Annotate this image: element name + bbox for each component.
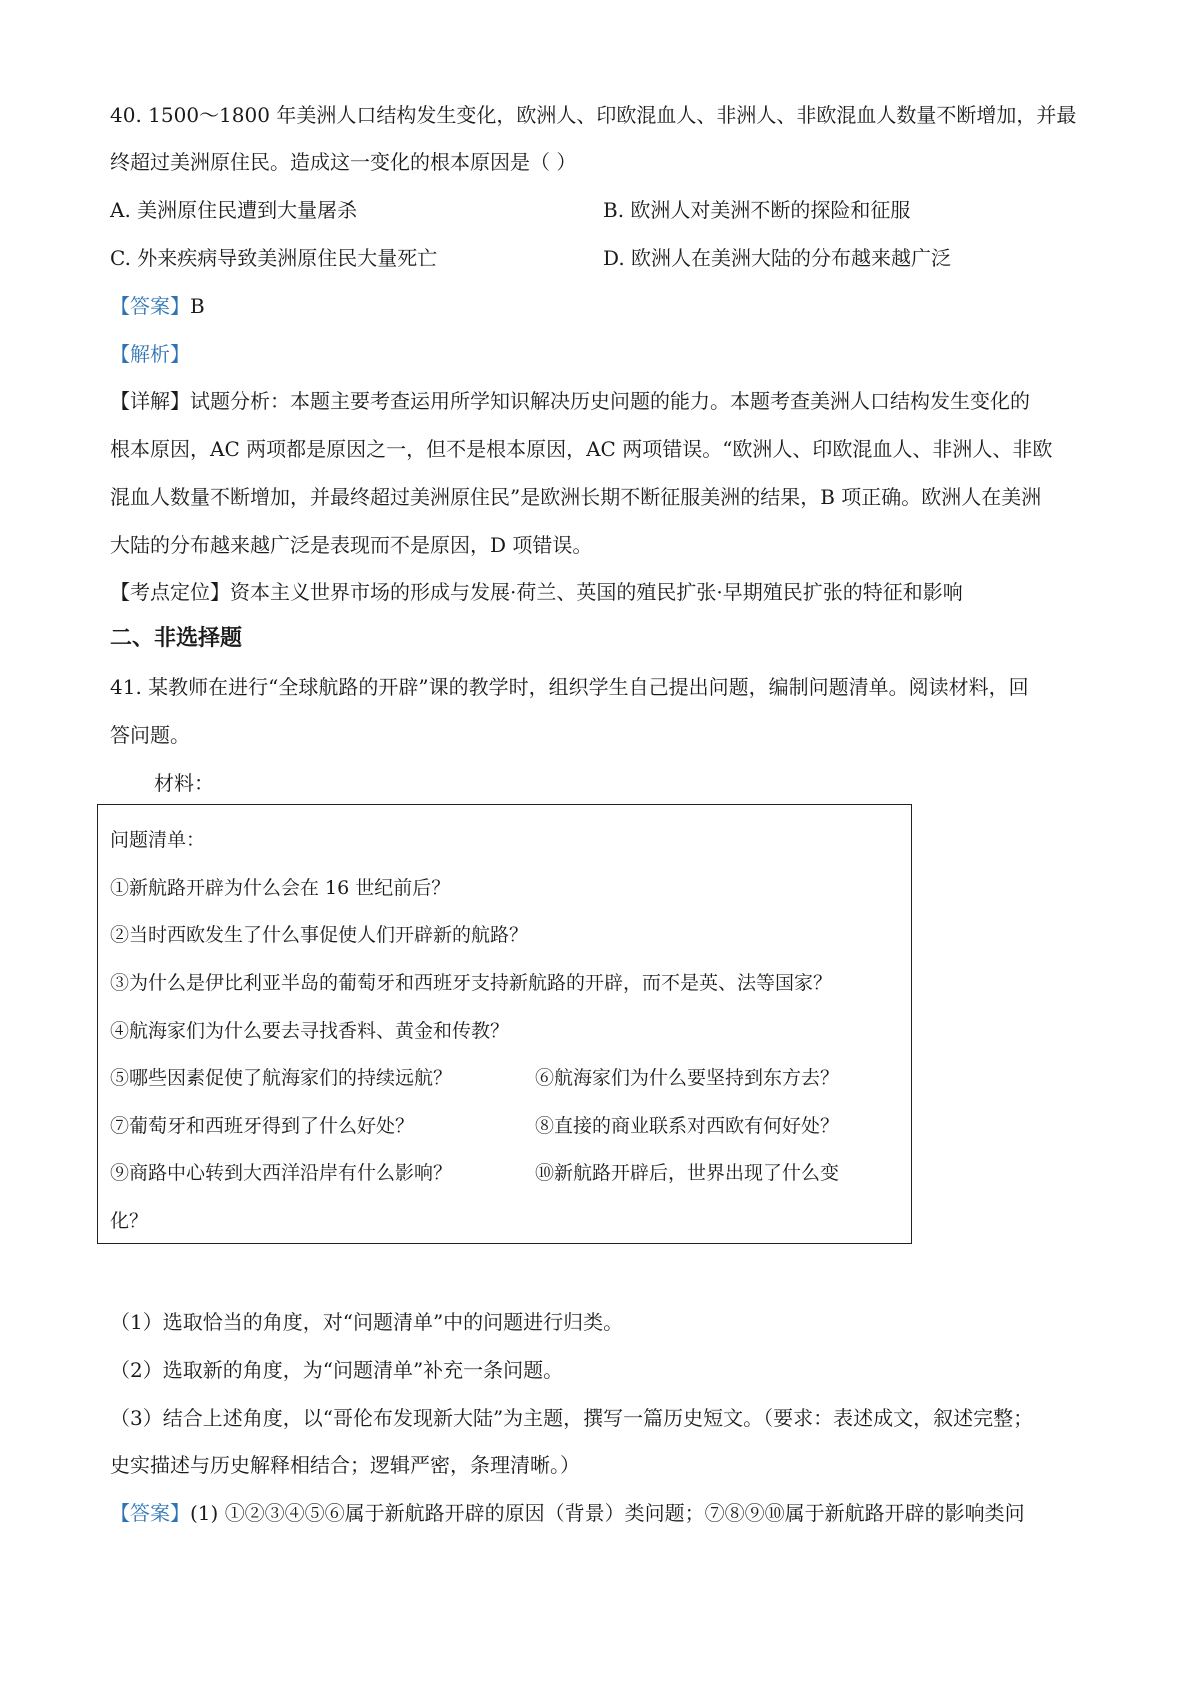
question-item-8: ⑧直接的商业联系对西欧有何好处？ — [535, 1115, 840, 1137]
q40-detail-line3: 混血人数量不断增加，并最终超过美洲原住民”是欧洲长期不断征服美洲的结果，B 项正确。欧洲人在美洲 — [110, 485, 1042, 509]
question-item-1: ①新航路开辟为什么会在 16 世纪前后？ — [110, 877, 451, 899]
q40-option-d: D. 欧洲人在美洲大陆的分布越来越广泛 — [603, 246, 952, 270]
q40-detail-line2: 根本原因，AC 两项都是原因之一，但不是根本原因，AC 两项错误。“欧洲人、印欧混血人、非洲人、非欧 — [110, 437, 1053, 461]
question-item-7: ⑦葡萄牙和西班牙得到了什么好处？ — [110, 1115, 415, 1137]
q41-sub3-line1: （3）结合上述角度，以“哥伦布发现新大陆”为主题，撰写一篇历史短文。（要求：表述成文，叙述完整； — [110, 1406, 1034, 1430]
question-item-2: ②当时西欧发生了什么事促使人们开辟新的航路？ — [110, 924, 529, 946]
question-item-10: ⑩新航路开辟后，世界出现了什么变 — [535, 1162, 840, 1184]
q41-sub1: （1）选取恰当的角度，对“问题清单”中的问题进行归类。 — [110, 1310, 624, 1334]
q41-answer-text: (1) ①②③④⑤⑥属于新航路开辟的原因（背景）类问题；⑦⑧⑨⑩属于新航路开辟的影响类问 — [190, 1501, 1025, 1525]
q41-answer — [110, 1499, 1100, 1527]
q40-stem-line1: 40. 1500～1800 年美洲人口结构发生变化，欧洲人、印欧混血人、非洲人、非欧混血人数量不断增加，并最 — [110, 103, 1077, 127]
question-item-5: ⑤哪些因素促使了航海家们的持续远航？ — [110, 1067, 453, 1089]
q41-sub2: （2）选取新的角度，为“问题清单”补充一条问题。 — [110, 1358, 564, 1382]
q40-analysis-tag: 【解析】 — [110, 342, 190, 366]
question-list-title: 问题清单： — [110, 829, 206, 851]
q41-answer-tag: 【答案】 — [110, 1501, 190, 1525]
q41-stem-line2: 答问题。 — [110, 723, 190, 747]
q40-answer-tag: 【答案】 — [110, 294, 190, 318]
q40-detail-line1: 【详解】试题分析：本题主要考查运用所学知识解决历史问题的能力。本题考查美洲人口结构发生变化的 — [110, 389, 1030, 413]
q40-answer — [110, 292, 1100, 320]
q40-stem-line2: 终超过美洲原住民。造成这一变化的根本原因是（ ） — [110, 150, 577, 174]
q40-answer-value: B — [190, 294, 205, 318]
q40-point: 【考点定位】资本主义世界市场的形成与发展·荷兰、英国的殖民扩张·早期殖民扩张的特征和影响 — [110, 580, 963, 604]
question-item-9: ⑨商路中心转到大西洋沿岸有什么影响？ — [110, 1162, 453, 1184]
question-item-10-cont: 化？ — [110, 1210, 149, 1232]
q40-option-c: C. 外来疾病导致美洲原住民大量死亡 — [110, 246, 438, 270]
question-list-box — [97, 804, 912, 1244]
q41-stem-line1: 41. 某教师在进行“全球航路的开辟”课的教学时，组织学生自己提出问题，编制问题清单。阅读材料，回 — [110, 675, 1029, 699]
question-item-6: ⑥航海家们为什么要坚持到东方去？ — [535, 1067, 840, 1089]
q41-material-label: 材料： — [154, 771, 214, 795]
q41-sub3-line2: 史实描述与历史解释相结合；逻辑严密，条理清晰。） — [110, 1453, 580, 1477]
question-item-4: ④航海家们为什么要去寻找香料、黄金和传教？ — [110, 1020, 510, 1042]
q40-option-a: A. 美洲原住民遭到大量屠杀 — [110, 198, 358, 222]
q40-option-b: B. 欧洲人对美洲不断的探险和征服 — [603, 198, 911, 222]
question-item-3: ③为什么是伊比利亚半岛的葡萄牙和西班牙支持新航路的开辟，而不是英、法等国家？ — [110, 972, 833, 994]
section-title: 二、非选择题 — [110, 626, 243, 651]
q40-detail-line4: 大陆的分布越来越广泛是表现而不是原因，D 项错误。 — [110, 533, 593, 557]
